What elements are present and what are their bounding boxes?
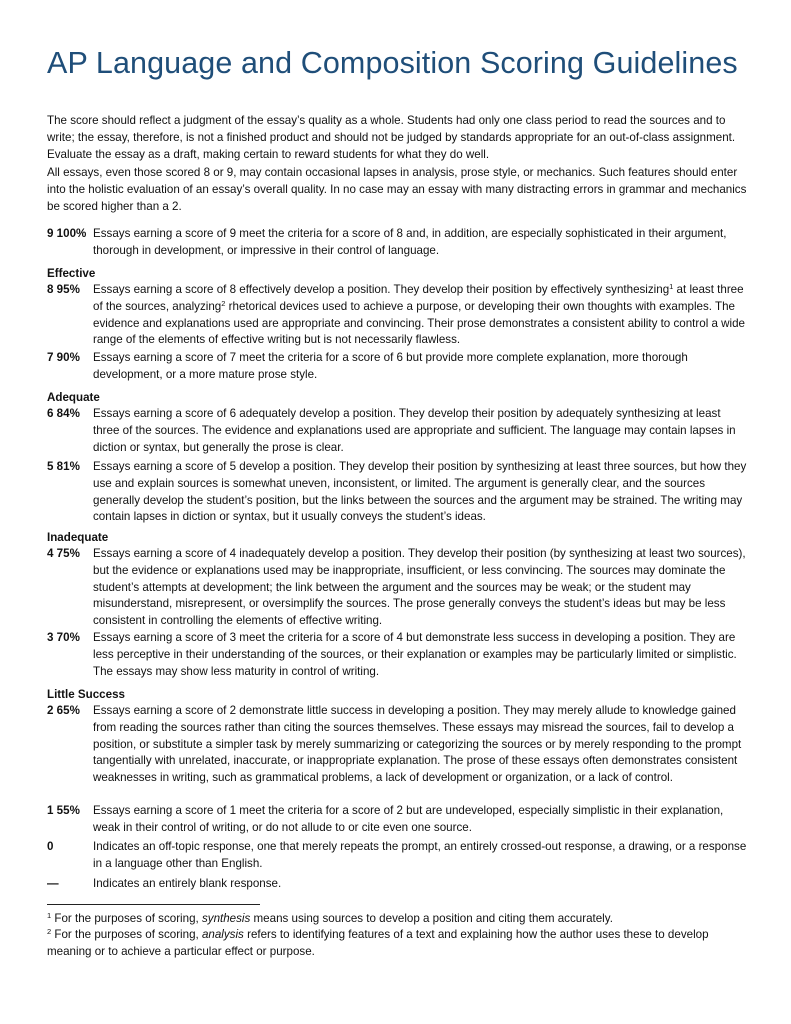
section-heading-little-success: Little Success [47, 688, 125, 701]
score-7-label: 7 90% [47, 351, 80, 364]
section-heading-adequate: Adequate [47, 391, 100, 404]
score-6-description: Essays earning a score of 6 adequately develop a position. They develop their position by adequately synthesizing at least three of the sources. The evidence and explanations used are appropriate and sufficient. The language may contain lapses in diction or syntax, but generally the prose is clear. [93, 407, 736, 454]
score-8-text-part-2: at least three of the sources, analyzing [93, 283, 744, 313]
footnote-1-pre: For the purposes of scoring, [51, 912, 202, 925]
score-8-text-part-3: rhetorical devices used to achieve a purpose, or developing their own thoughts with examples. The evidence and explanations used are appropriate and convincing. Their prose demonstrates a consistent ability to control a wide range of the elements of effective writing but is not necessarily flawless. [93, 299, 746, 347]
score-3-description: Essays earning a score of 3 meet the criteria for a score of 4 but demonstrate less success in developing a position. They are less perceptive in their understanding of the sources, or their explanation or examples may be particularly limited or simplistic. The essays may show less maturity in control of writing. [93, 631, 737, 678]
score-2-label: 2 65% [47, 704, 80, 717]
score-9-description: Essays earning a score of 9 meet the criteria for a score of 8 and, in addition, are especially sophisticated in their argument, thorough in development, or impressive in their control of language. [93, 227, 727, 257]
score-8-description [93, 282, 747, 349]
score-0-description: Indicates an off-topic response, one that merely repeats the prompt, an entirely crossed-out response, a drawing, or a response in a language other than English. [93, 840, 747, 870]
footnote-1-term: synthesis [201, 912, 251, 925]
footnote-2-term: analysis [201, 928, 244, 941]
score-2-description: Essays earning a score of 2 demonstrate little success in developing a position. They may merely allude to knowledge gained from reading the sources rather than citing the sources themselves. These essays may misread the sources, fail to develop a position, or substitute a simpler task by merely summarizing or categorizing the sources or by merely responding to the prompt tangentially with unrelated, inaccurate, or inappropriate explanation. The prose of these essays often demonstrates consistent weaknesses in writing, such as grammatical problems, a lack of development or organization, or a lack of control. [93, 704, 742, 785]
footnote-1 [47, 911, 737, 928]
score-6-label: 6 84% [47, 407, 80, 420]
footnote-ref-1: 1 [669, 282, 674, 291]
section-heading-inadequate: Inadequate [47, 531, 109, 544]
score-3-label: 3 70% [47, 631, 80, 644]
footnote-ref-2: 2 [221, 298, 226, 308]
score-0-label: 0 [47, 840, 54, 853]
score-blank-label: — [47, 877, 59, 890]
footnote-2-pre: For the purposes of scoring, [51, 928, 202, 941]
score-8-text-part-1: Essays earning a score of 8 effectively develop a position. They develop their position by effectively synthesizing [93, 283, 670, 296]
score-7-description: Essays earning a score of 7 meet the criteria for a score of 6 but provide more complete explanation, more thorough development, or a more mature prose style. [93, 351, 688, 381]
score-4-label: 4 75% [47, 547, 80, 560]
footnote-1-post: means using sources to develop a position and citing them accurately. [250, 912, 613, 925]
score-5-description: Essays earning a score of 5 develop a position. They develop their position by synthesizing at least three sources, but how they use and explain sources is somewhat uneven, inconsistent, or limited. The argument is generally clear, and the sources generally develop the student’s position, but the links between the sources and the argument may be strained. The writing may contain lapses in diction or syntax, but it usually conveys the student’s ideas. [93, 460, 747, 524]
footnote-2-number: 2 [47, 927, 52, 936]
score-9-label: 9 100% [47, 227, 87, 240]
intro-paragraph-1: The score should reflect a judgment of the essay’s quality as a whole. Students had only one class period to read the sources and to write; the essay, therefore, is not a finished product and should not be judged by standards appropriate for an out-of-class assignment. Evaluate the essay as a draft, making certain to reward students for what they do well. [47, 114, 736, 161]
score-1-label: 1 55% [47, 804, 80, 817]
footnote-divider [47, 904, 260, 905]
intro-paragraph-2: All essays, even those scored 8 or 9, may contain occasional lapses in analysis, prose style, or mechanics. Such features should enter into the holistic evaluation of an essay’s overall quality. In no case may an essay with many distracting errors in grammar and mechanics be scored higher than a 2. [47, 166, 747, 213]
section-heading-effective: Effective [47, 267, 96, 280]
page-title: AP Language and Composition Scoring Guidelines [47, 46, 738, 80]
footnote-2 [47, 927, 737, 961]
score-8-label: 8 95% [47, 283, 80, 296]
score-1-description: Essays earning a score of 1 meet the criteria for a score of 2 but are undeveloped, especially simplistic in their explanation, weak in their control of writing, or do not allude to or cite even one source. [93, 804, 724, 834]
score-5-label: 5 81% [47, 460, 80, 473]
score-blank-description: Indicates an entirely blank response. [93, 877, 282, 890]
footnote-1-number: 1 [47, 911, 52, 920]
score-4-description: Essays earning a score of 4 inadequately develop a position. They develop their position (by synthesizing at least two sources), but the evidence or explanations used may be inappropriate, insufficient, or less convincing. The sources may dominate the student’s attempts at development; the link between the argument and the sources may be weak; or the student may misunderstand, misrepresent, or oversimplify the sources. The prose generally conveys the student’s ideas but may be less consistent in controlling the elements of effective writing. [93, 547, 746, 628]
footnote-2-post: refers to identifying features of a text and explaining how the author uses these to develop meaning or to achieve a particular effect or purpose. [47, 928, 709, 958]
